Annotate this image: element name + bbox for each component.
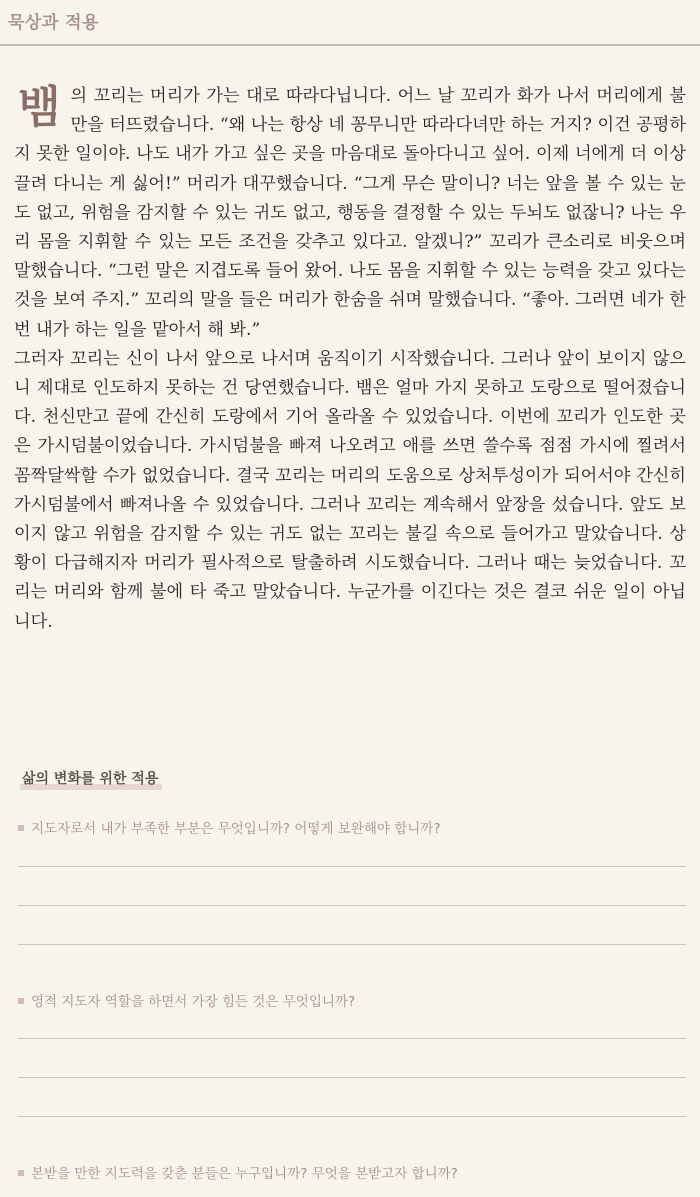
answer-line[interactable] (18, 1077, 686, 1078)
question-3 (18, 1162, 458, 1182)
story-paragraph-1-text: 의 꼬리는 머리가 가는 대로 따라다닙니다. 어느 날 꼬리가 화가 나서 머리에게 불만을 터뜨렸습니다. “왜 나는 항상 네 꽁무니만 따라다녀만 하는 거지? 이건 공평하지 못한 일이야. 나도 내가 가고 싶은 곳을 마음대로 돌아다니고 싶어. 이제 너에게 더 이상 끌려 다니는 게 싫어!” 머리가 대꾸했습니다. “그게 무슨 말이니? 너는 앞을 볼 수 있는 눈도 없고, 위험을 감지할 수 있는 귀도 없고, 행동을 결정할 수 있는 두뇌도 없잖니? 나는 우리 몸을 지휘할 수 있는 모든 조건을 갖추고 있다고. 알겠니?” 꼬리가 큰소리로 비웃으며 말했습니다. “그런 말은 지겹도록 들어 왔어. 나도 몸을 지휘할 수 있는 능력을 갖고 있다는 것을 보여 주지.” 꼬리의 말을 들은 머리가 한숨을 쉬며 말했습니다. “좋아. 그러면 네가 한 번 내가 하는 일을 맡아서 해 봐.” (14, 86, 686, 340)
story-body (14, 82, 686, 637)
question-3-text: 본받을 만한 지도력을 갖춘 분들은 누구입니까? 무엇을 본받고자 합니까? (31, 1166, 458, 1182)
answer-line[interactable] (18, 1116, 686, 1117)
question-1-text: 지도자로서 내가 부족한 부분은 무엇입니까? 어떻게 보완해야 합니까? (31, 821, 441, 837)
bullet-icon (18, 998, 24, 1004)
story-paragraph-1 (14, 82, 686, 345)
answer-line[interactable] (18, 1038, 686, 1039)
answer-line[interactable] (18, 905, 686, 906)
application-section-title: 삶의 변화를 위한 적용 (22, 768, 158, 788)
answer-line[interactable] (18, 866, 686, 867)
question-2 (18, 990, 355, 1010)
question-1 (18, 817, 441, 837)
question-2-text: 영적 지도자 역할을 하면서 가장 힘든 것은 무엇입니까? (31, 994, 356, 1010)
story-paragraph-2: 그러자 꼬리는 신이 나서 앞으로 나서며 움직이기 시작했습니다. 그러나 앞이 보이지 않으니 제대로 인도하지 못하는 건 당연했습니다. 뱀은 얼마 가지 못하고 도랑으로 떨어졌습니다. 천신만고 끝에 간신히 도랑에서 기어 올라올 수 있었습니다. 이번에 꼬리가 인도한 곳은 가시덤불이었습니다. 가시덤불을 빠져 나오려고 애를 쓰면 쓸수록 점점 가시에 찔려서 꼼짝달싹할 수가 없었습니다. 결국 꼬리는 머리의 도움으로 상처투성이가 되어서야 간신히 가시덤불에서 빠져나올 수 있었습니다. 그러나 꼬리는 계속해서 앞장을 섰습니다. 앞도 보이지 않고 위험을 감지할 수 있는 귀도 없는 꼬리는 불길 속으로 들어가고 말았습니다. 상황이 다급해지자 머리가 필사적으로 탈출하려 시도했습니다. 그러나 때는 늦었습니다. 꼬리는 머리와 함께 불에 타 죽고 말았습니다. 누군가를 이긴다는 것은 결코 쉬운 일이 아닙니다. (14, 348, 686, 632)
answer-line[interactable] (18, 944, 686, 945)
page-title: 묵상과 적용 (8, 13, 100, 33)
bullet-icon (18, 825, 24, 831)
header-bar (0, 0, 700, 46)
bullet-icon (18, 1170, 24, 1176)
drop-cap: 뱀 (18, 82, 61, 133)
